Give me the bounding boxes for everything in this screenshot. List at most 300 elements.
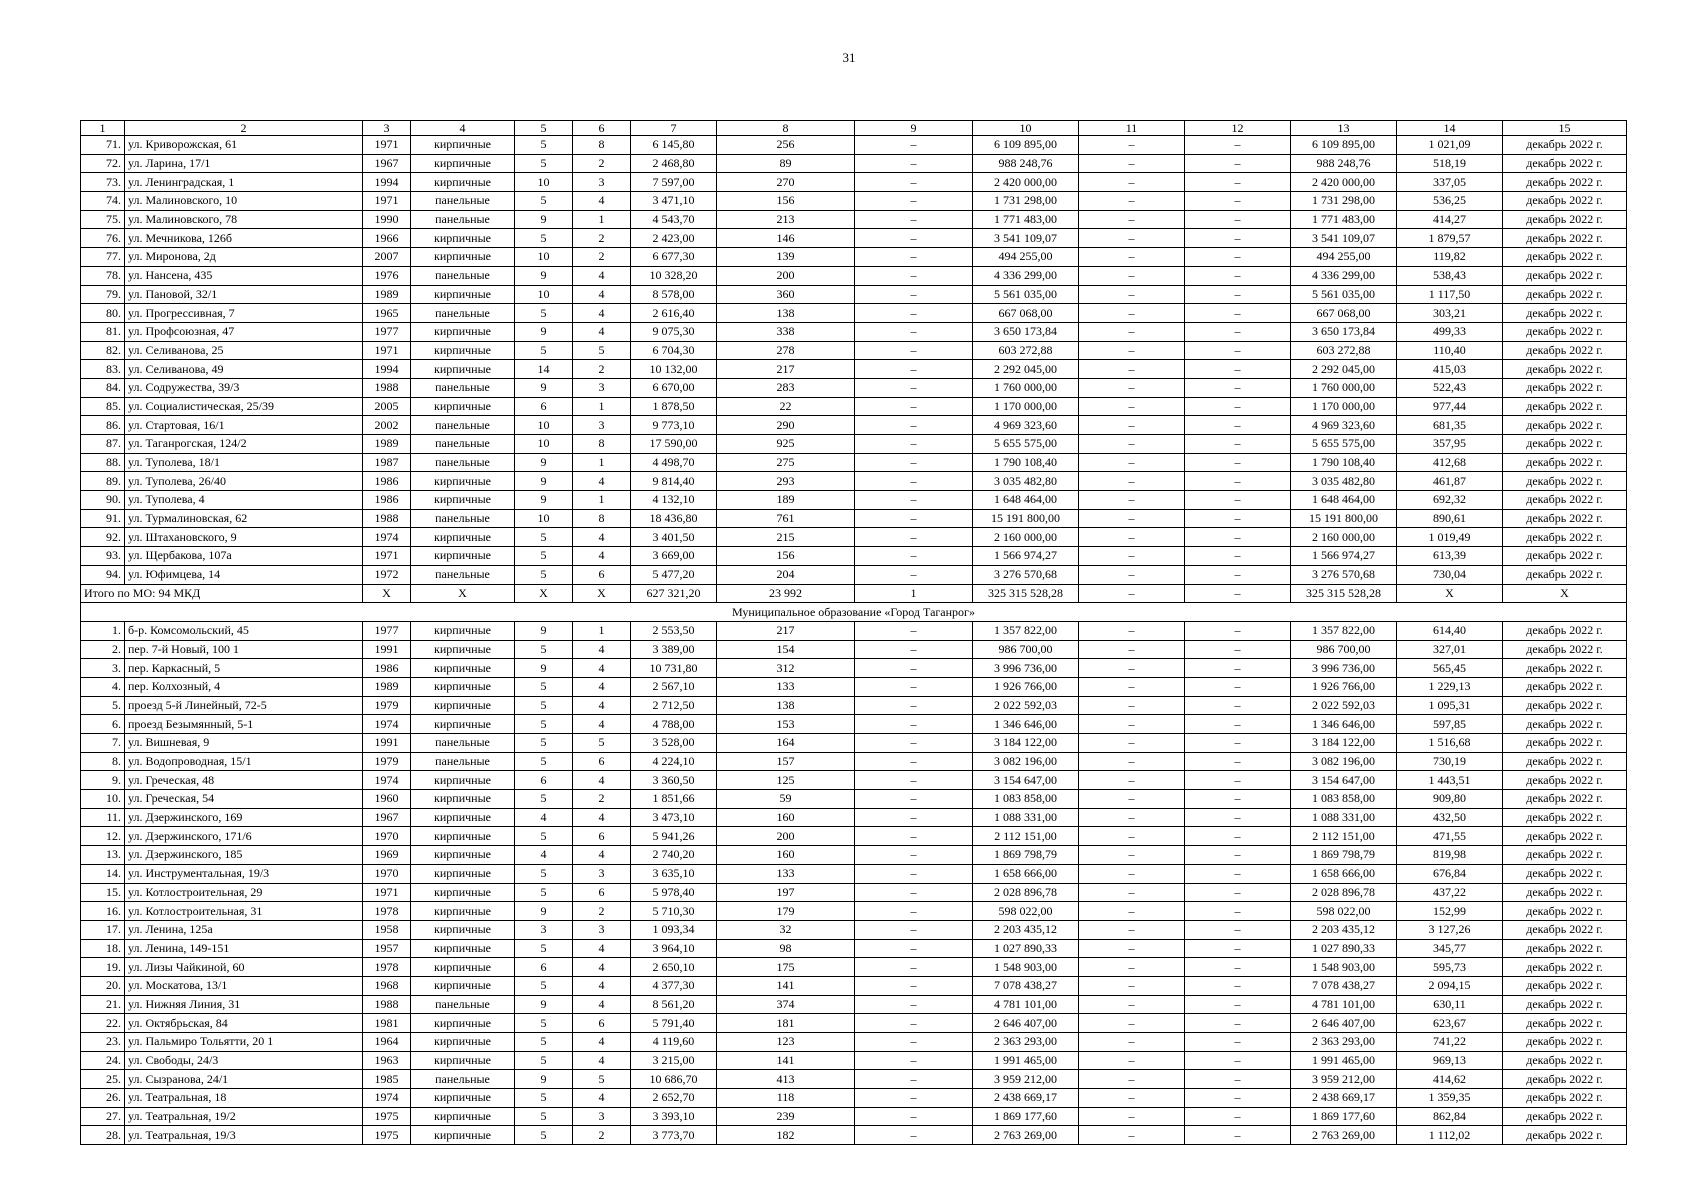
- table-cell: 345,77: [1397, 939, 1503, 958]
- table-row: [81, 883, 1627, 902]
- table-cell: 4 969 323,60: [1291, 416, 1397, 435]
- table-cell: 5: [515, 1089, 573, 1108]
- table-cell: ул. Нансена, 435: [125, 266, 363, 285]
- table-cell: –: [1079, 1014, 1185, 1033]
- table-cell: 10.: [81, 790, 125, 809]
- table-cell: –: [1079, 696, 1185, 715]
- table-cell: кирпичные: [411, 1033, 515, 1052]
- table-cell: декабрь 2022 г.: [1503, 154, 1627, 173]
- table-cell: 4: [515, 846, 573, 865]
- table-cell: –: [1185, 958, 1291, 977]
- table-cell: –: [1079, 435, 1185, 454]
- table-row: [81, 248, 1627, 267]
- table-cell: 597,85: [1397, 715, 1503, 734]
- table-cell: декабрь 2022 г.: [1503, 808, 1627, 827]
- table-cell: 2 094,15: [1397, 976, 1503, 995]
- table-cell: 17.: [81, 920, 125, 939]
- table-cell: 4: [573, 322, 631, 341]
- table-cell: –: [1185, 939, 1291, 958]
- table-cell: –: [855, 304, 973, 323]
- table-cell: проезд 5-й Линейный, 72-5: [125, 696, 363, 715]
- table-cell: –: [1079, 771, 1185, 790]
- table-cell: 3 127,26: [1397, 920, 1503, 939]
- table-cell: 72.: [81, 154, 125, 173]
- table-cell: ул. Инструментальная, 19/3: [125, 864, 363, 883]
- table-cell: 1987: [363, 453, 411, 472]
- table-cell: 3 959 212,00: [1291, 1070, 1397, 1089]
- table-cell: 494 255,00: [1291, 248, 1397, 267]
- table-cell: 5: [515, 976, 573, 995]
- table-cell: –: [855, 285, 973, 304]
- table-cell: 5 561 035,00: [973, 285, 1079, 304]
- table-cell: панельные: [411, 435, 515, 454]
- table-cell: –: [1079, 1070, 1185, 1089]
- table-row: [81, 827, 1627, 846]
- table-cell: 4: [573, 1033, 631, 1052]
- table-cell: 730,19: [1397, 752, 1503, 771]
- table-cell: кирпичные: [411, 173, 515, 192]
- table-cell: 3 669,00: [631, 547, 717, 566]
- table-cell: кирпичные: [411, 939, 515, 958]
- table-cell: –: [1079, 378, 1185, 397]
- table-cell: 3 082 196,00: [1291, 752, 1397, 771]
- table-cell: –: [1079, 416, 1185, 435]
- table-cell: –: [1079, 995, 1185, 1014]
- table-cell: 1 869 798,79: [973, 846, 1079, 865]
- table-cell: 1989: [363, 285, 411, 304]
- table-cell: –: [1185, 154, 1291, 173]
- table-cell: –: [855, 659, 973, 678]
- table-cell: кирпичные: [411, 677, 515, 696]
- table-cell: –: [1079, 453, 1185, 472]
- table-cell: 2 203 435,12: [1291, 920, 1397, 939]
- table-cell: 8: [573, 136, 631, 155]
- total-cell: X: [1503, 584, 1627, 603]
- table-cell: 89.: [81, 472, 125, 491]
- table-row: [81, 939, 1627, 958]
- table-row: [81, 1070, 1627, 1089]
- table-cell: 1972: [363, 565, 411, 584]
- table-cell: 819,98: [1397, 846, 1503, 865]
- table-cell: ул. Пальмиро Тольятти, 20 1: [125, 1033, 363, 1052]
- table-cell: 1976: [363, 266, 411, 285]
- table-cell: –: [1079, 790, 1185, 809]
- table-cell: 4: [573, 528, 631, 547]
- table-cell: декабрь 2022 г.: [1503, 939, 1627, 958]
- table-cell: 10 731,80: [631, 659, 717, 678]
- table-cell: 6.: [81, 715, 125, 734]
- table-cell: 4: [573, 696, 631, 715]
- table-cell: 357,95: [1397, 435, 1503, 454]
- table-row: [81, 734, 1627, 753]
- table-cell: 1970: [363, 864, 411, 883]
- table-cell: 5: [515, 136, 573, 155]
- table-cell: 4: [573, 266, 631, 285]
- table-cell: 82.: [81, 341, 125, 360]
- table-cell: кирпичные: [411, 808, 515, 827]
- table-cell: –: [1079, 715, 1185, 734]
- table-cell: 182: [717, 1126, 855, 1145]
- total-cell: 23 992: [717, 584, 855, 603]
- table-cell: –: [1079, 827, 1185, 846]
- table-cell: декабрь 2022 г.: [1503, 136, 1627, 155]
- table-cell: 2 616,40: [631, 304, 717, 323]
- table-cell: ул. Театральная, 18: [125, 1089, 363, 1108]
- table-cell: 6 109 895,00: [973, 136, 1079, 155]
- table-cell: 2 112 151,00: [1291, 827, 1397, 846]
- table-cell: ул. Театральная, 19/3: [125, 1126, 363, 1145]
- table-cell: 9: [515, 472, 573, 491]
- table-cell: панельные: [411, 416, 515, 435]
- table-cell: панельные: [411, 565, 515, 584]
- table-cell: 3 276 570,68: [973, 565, 1079, 584]
- table-cell: 2 203 435,12: [973, 920, 1079, 939]
- table-cell: 4 224,10: [631, 752, 717, 771]
- table-cell: 5 978,40: [631, 883, 717, 902]
- table-row: [81, 341, 1627, 360]
- table-cell: 3 996 736,00: [973, 659, 1079, 678]
- table-cell: 1: [573, 453, 631, 472]
- table-row: [81, 378, 1627, 397]
- table-cell: 2 740,20: [631, 846, 717, 865]
- table-cell: 1 566 974,27: [1291, 547, 1397, 566]
- table-cell: ул. Юфимцева, 14: [125, 565, 363, 584]
- table-cell: 1957: [363, 939, 411, 958]
- table-cell: 32: [717, 920, 855, 939]
- table-cell: –: [1079, 528, 1185, 547]
- table-cell: 2 028 896,78: [1291, 883, 1397, 902]
- page-number: 31: [842, 50, 856, 65]
- table-cell: 4: [573, 192, 631, 211]
- table-cell: 1 851,66: [631, 790, 717, 809]
- table-cell: кирпичные: [411, 846, 515, 865]
- table-cell: –: [1079, 902, 1185, 921]
- table-cell: –: [1185, 771, 1291, 790]
- table-cell: –: [855, 453, 973, 472]
- table-cell: ул. Туполева, 18/1: [125, 453, 363, 472]
- total-cell: 627 321,20: [631, 584, 717, 603]
- table-cell: декабрь 2022 г.: [1503, 472, 1627, 491]
- table-row: [81, 360, 1627, 379]
- column-header: 8: [717, 121, 855, 136]
- table-cell: 290: [717, 416, 855, 435]
- table-cell: –: [1185, 846, 1291, 865]
- table-cell: 1988: [363, 378, 411, 397]
- table-cell: 3 389,00: [631, 640, 717, 659]
- table-cell: –: [855, 173, 973, 192]
- table-cell: 1 112,02: [1397, 1126, 1503, 1145]
- table-cell: –: [1185, 659, 1291, 678]
- table-cell: 9: [515, 266, 573, 285]
- table-cell: ул. Профсоюзная, 47: [125, 322, 363, 341]
- table-cell: 2002: [363, 416, 411, 435]
- table-cell: –: [1185, 248, 1291, 267]
- table-cell: 4 781 101,00: [973, 995, 1079, 1014]
- table-cell: 613,39: [1397, 547, 1503, 566]
- table-cell: 1: [573, 491, 631, 510]
- table-cell: 10: [515, 285, 573, 304]
- table-cell: ул. Щербакова, 107а: [125, 547, 363, 566]
- table-cell: 6: [515, 397, 573, 416]
- table-cell: 1 095,31: [1397, 696, 1503, 715]
- table-cell: –: [855, 752, 973, 771]
- table-cell: декабрь 2022 г.: [1503, 285, 1627, 304]
- table-cell: 5: [515, 154, 573, 173]
- table-cell: 4 336 299,00: [1291, 266, 1397, 285]
- table-cell: 1974: [363, 528, 411, 547]
- table-cell: декабрь 2022 г.: [1503, 976, 1627, 995]
- table-cell: ул. Театральная, 19/2: [125, 1107, 363, 1126]
- table-cell: 6: [515, 771, 573, 790]
- table-row: [81, 1126, 1627, 1145]
- table-cell: 110,40: [1397, 341, 1503, 360]
- table-cell: 3 035 482,80: [1291, 472, 1397, 491]
- table-row: [81, 547, 1627, 566]
- table-cell: ул. Таганрогская, 124/2: [125, 435, 363, 454]
- table-cell: 1978: [363, 902, 411, 921]
- table-cell: 1 088 331,00: [973, 808, 1079, 827]
- table-cell: декабрь 2022 г.: [1503, 1107, 1627, 1126]
- table-cell: 6 109 895,00: [1291, 136, 1397, 155]
- table-cell: –: [855, 266, 973, 285]
- table-cell: 5: [515, 528, 573, 547]
- table-cell: кирпичные: [411, 491, 515, 510]
- table-cell: декабрь 2022 г.: [1503, 322, 1627, 341]
- table-cell: 217: [717, 621, 855, 640]
- table-cell: 5: [573, 1070, 631, 1089]
- table-cell: 2 028 896,78: [973, 883, 1079, 902]
- table-cell: –: [1079, 285, 1185, 304]
- table-cell: 1971: [363, 883, 411, 902]
- table-cell: 2 022 592,03: [1291, 696, 1397, 715]
- table-cell: 7 078 438,27: [973, 976, 1079, 995]
- table-cell: 1971: [363, 192, 411, 211]
- table-cell: –: [855, 1051, 973, 1070]
- table-cell: 141: [717, 976, 855, 995]
- table-cell: 1 771 483,00: [973, 210, 1079, 229]
- table-cell: 73.: [81, 173, 125, 192]
- table-cell: 1 926 766,00: [973, 677, 1079, 696]
- table-cell: декабрь 2022 г.: [1503, 696, 1627, 715]
- table-cell: 293: [717, 472, 855, 491]
- table-cell: 10: [515, 509, 573, 528]
- table-cell: –: [855, 322, 973, 341]
- table-cell: 1977: [363, 322, 411, 341]
- table-cell: 1 731 298,00: [1291, 192, 1397, 211]
- table-cell: 5: [573, 734, 631, 753]
- table-cell: панельные: [411, 453, 515, 472]
- table-cell: ул. Стартовая, 16/1: [125, 416, 363, 435]
- table-cell: кирпичные: [411, 659, 515, 678]
- table-cell: 22: [717, 397, 855, 416]
- table-cell: 93.: [81, 547, 125, 566]
- table-cell: 1988: [363, 509, 411, 528]
- table-cell: –: [1185, 827, 1291, 846]
- table-cell: 4: [573, 304, 631, 323]
- table-cell: –: [1079, 266, 1185, 285]
- table-cell: декабрь 2022 г.: [1503, 864, 1627, 883]
- column-header: 1: [81, 121, 125, 136]
- table-cell: 2: [573, 1126, 631, 1145]
- table-cell: 1994: [363, 360, 411, 379]
- table-cell: 676,84: [1397, 864, 1503, 883]
- table-cell: кирпичные: [411, 696, 515, 715]
- table-cell: 10: [515, 416, 573, 435]
- table-cell: 1 027 890,33: [1291, 939, 1397, 958]
- table-cell: 85.: [81, 397, 125, 416]
- table-cell: 256: [717, 136, 855, 155]
- table-cell: 5.: [81, 696, 125, 715]
- table-cell: декабрь 2022 г.: [1503, 491, 1627, 510]
- table-cell: 8 561,20: [631, 995, 717, 1014]
- table-cell: –: [1185, 565, 1291, 584]
- table-cell: 4: [573, 995, 631, 1014]
- table-cell: 6 670,00: [631, 378, 717, 397]
- table-cell: –: [1185, 734, 1291, 753]
- table-cell: 2: [573, 248, 631, 267]
- table-cell: 1 346 646,00: [1291, 715, 1397, 734]
- table-cell: –: [855, 734, 973, 753]
- table-cell: 6 145,80: [631, 136, 717, 155]
- table-cell: 5: [515, 752, 573, 771]
- table-cell: кирпичные: [411, 136, 515, 155]
- table-cell: ул. Малиновского, 10: [125, 192, 363, 211]
- table-cell: 2 553,50: [631, 621, 717, 640]
- table-cell: 3 473,10: [631, 808, 717, 827]
- table-cell: 1971: [363, 136, 411, 155]
- table-cell: 2 160 000,00: [1291, 528, 1397, 547]
- table-cell: кирпичные: [411, 790, 515, 809]
- table-cell: –: [1185, 285, 1291, 304]
- table-cell: ул. Ленина, 149-151: [125, 939, 363, 958]
- table-cell: 1994: [363, 173, 411, 192]
- table-cell: панельные: [411, 995, 515, 1014]
- table-row: [81, 902, 1627, 921]
- table-cell: –: [855, 976, 973, 995]
- table-cell: 81.: [81, 322, 125, 341]
- column-header: 14: [1397, 121, 1503, 136]
- table-cell: 5: [515, 677, 573, 696]
- table-cell: 2 646 407,00: [973, 1014, 1079, 1033]
- table-cell: 1: [573, 621, 631, 640]
- table-cell: 1985: [363, 1070, 411, 1089]
- table-cell: 4: [573, 771, 631, 790]
- table-cell: кирпичные: [411, 341, 515, 360]
- table-cell: –: [1079, 1089, 1185, 1108]
- table-cell: декабрь 2022 г.: [1503, 509, 1627, 528]
- table-cell: кирпичные: [411, 827, 515, 846]
- table-cell: 338: [717, 322, 855, 341]
- table-cell: 4.: [81, 677, 125, 696]
- table-cell: 988 248,76: [973, 154, 1079, 173]
- table-cell: ул. Миронова, 2д: [125, 248, 363, 267]
- table-cell: 1 548 903,00: [973, 958, 1079, 977]
- table-cell: –: [1185, 640, 1291, 659]
- table-cell: 988 248,76: [1291, 154, 1397, 173]
- table-cell: декабрь 2022 г.: [1503, 1070, 1627, 1089]
- table-cell: –: [855, 136, 973, 155]
- housing-register-table: [80, 120, 1627, 1145]
- table-cell: ул. Селиванова, 49: [125, 360, 363, 379]
- table-cell: –: [855, 229, 973, 248]
- table-cell: 1991: [363, 734, 411, 753]
- table-cell: 437,22: [1397, 883, 1503, 902]
- table-cell: –: [855, 677, 973, 696]
- table-cell: 312: [717, 659, 855, 678]
- table-cell: 2 650,10: [631, 958, 717, 977]
- table-cell: 1 760 000,00: [1291, 378, 1397, 397]
- table-cell: 4: [573, 640, 631, 659]
- table-cell: 1969: [363, 846, 411, 865]
- table-cell: 303,21: [1397, 304, 1503, 323]
- table-cell: 3 541 109,07: [1291, 229, 1397, 248]
- table-cell: 9: [515, 659, 573, 678]
- table-cell: ул. Прогрессивная, 7: [125, 304, 363, 323]
- table-cell: 925: [717, 435, 855, 454]
- column-header: 12: [1185, 121, 1291, 136]
- table-cell: 5 561 035,00: [1291, 285, 1397, 304]
- table-cell: 1960: [363, 790, 411, 809]
- table-cell: декабрь 2022 г.: [1503, 790, 1627, 809]
- table-cell: 92.: [81, 528, 125, 547]
- table-cell: –: [1079, 640, 1185, 659]
- table-cell: 5: [573, 341, 631, 360]
- table-cell: 5: [515, 192, 573, 211]
- table-cell: 1970: [363, 827, 411, 846]
- table-cell: –: [1079, 1126, 1185, 1145]
- table-cell: 11.: [81, 808, 125, 827]
- table-cell: 522,43: [1397, 378, 1503, 397]
- table-cell: 78.: [81, 266, 125, 285]
- table-cell: –: [855, 547, 973, 566]
- table-row: [81, 528, 1627, 547]
- table-cell: 5: [515, 790, 573, 809]
- table-cell: 598 022,00: [973, 902, 1079, 921]
- table-cell: 1 869 177,60: [973, 1107, 1079, 1126]
- table-cell: 1 027 890,33: [973, 939, 1079, 958]
- table-cell: ул. Котлостроительная, 29: [125, 883, 363, 902]
- table-cell: кирпичные: [411, 547, 515, 566]
- table-cell: 3: [573, 173, 631, 192]
- table-cell: 499,33: [1397, 322, 1503, 341]
- table-cell: кирпичные: [411, 248, 515, 267]
- table-cell: 2 363 293,00: [1291, 1033, 1397, 1052]
- table-cell: 692,32: [1397, 491, 1503, 510]
- table-cell: –: [1079, 976, 1185, 995]
- table-cell: панельные: [411, 378, 515, 397]
- table-cell: 360: [717, 285, 855, 304]
- table-cell: –: [1185, 621, 1291, 640]
- table-cell: 10 686,70: [631, 1070, 717, 1089]
- table-row: [81, 659, 1627, 678]
- table-cell: –: [1079, 547, 1185, 566]
- table-cell: ул. Социалистическая, 25/39: [125, 397, 363, 416]
- table-cell: 3 276 570,68: [1291, 565, 1397, 584]
- table-cell: 1: [573, 210, 631, 229]
- table-cell: 18 436,80: [631, 509, 717, 528]
- table-cell: 153: [717, 715, 855, 734]
- table-row: [81, 453, 1627, 472]
- table-cell: декабрь 2022 г.: [1503, 659, 1627, 678]
- table-cell: 2 420 000,00: [973, 173, 1079, 192]
- table-cell: 518,19: [1397, 154, 1503, 173]
- table-cell: 5: [515, 229, 573, 248]
- table-cell: кирпичные: [411, 902, 515, 921]
- table-cell: 10 132,00: [631, 360, 717, 379]
- table-cell: 26.: [81, 1089, 125, 1108]
- table-cell: –: [855, 528, 973, 547]
- table-cell: –: [1185, 360, 1291, 379]
